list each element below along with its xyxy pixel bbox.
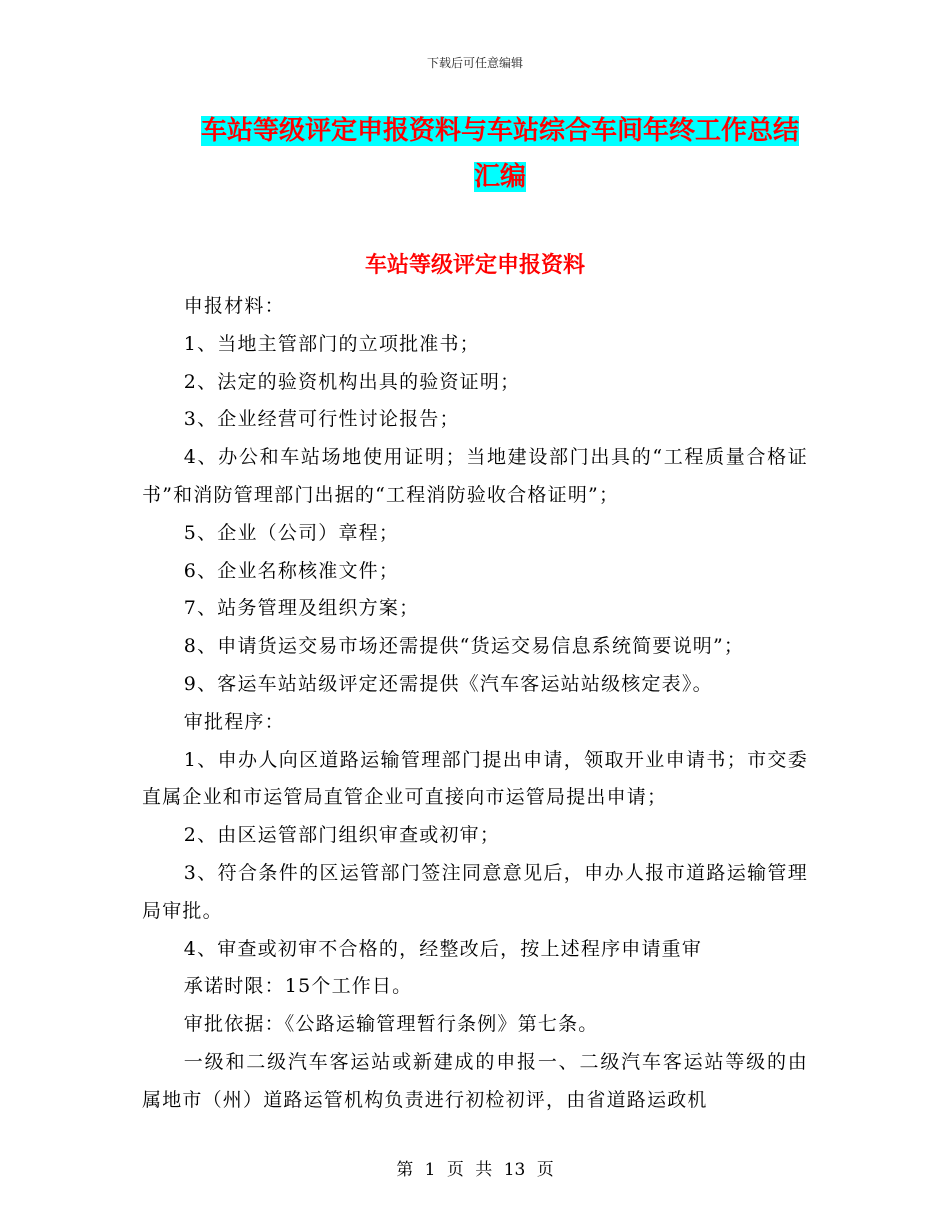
paragraph: 1、申办人向区道路运输管理部门提出申请，领取开业申请书；市交委直属企业和市运管局直管企业可直接向市运管局提出申请； (142, 748, 808, 809)
paragraph: 申报材料： (183, 295, 285, 317)
paragraph: 3、符合条件的区运管部门签注同意意见后，申办人报市道路运输管理局审批。 (142, 861, 808, 922)
paragraph: 7、站务管理及组织方案； (183, 597, 420, 620)
document-body (142, 288, 808, 1120)
document-title-line-2: 汇编 (473, 162, 526, 192)
paragraph: 2、由区运管部门组织审查或初审； (183, 824, 501, 847)
paragraph: 5、企业（公司）章程； (183, 521, 400, 544)
paragraph: 一级和二级汽车客运站或新建成的申报一、二级汽车客运站等级的由属地市（州）道路运管机构负责进行初检初评，由省道路运政机 (142, 1050, 808, 1111)
header-note: 下载后可任意编辑 (426, 56, 523, 70)
paragraph: 3、企业经营可行性讨论报告； (183, 408, 460, 431)
paragraph: 审批程序： (183, 710, 285, 733)
document-title (150, 108, 850, 200)
document-title-line-1: 车站等级评定申报资料与车站综合车间年终工作总结 (200, 116, 799, 146)
paragraph: 4、办公和车站场地使用证明；当地建设部门出具的“工程质量合格证书”和消防管理部门出据的“工程消防验收合格证明”； (142, 446, 808, 506)
paragraph: 8、申请货运交易市场还需提供“货运交易信息系统简要说明”； (183, 635, 745, 658)
paragraph: 1、当地主管部门的立项批准书； (183, 332, 480, 355)
page-number-footer: 第 1 页 共 13 页 (396, 1160, 554, 1180)
section-title: 车站等级评定申报资料 (364, 253, 585, 278)
paragraph: 承诺时限：15个工作日。 (183, 975, 413, 998)
paragraph: 4、审查或初审不合格的，经整改后，按上述程序申请重审 (183, 937, 703, 960)
paragraph: 9、客运车站站级评定还需提供《汽车客运站站级核定表》。 (183, 672, 713, 695)
paragraph: 6、企业名称核准文件； (183, 559, 400, 582)
paragraph: 2、法定的验资机构出具的验资证明； (183, 370, 521, 393)
paragraph: 审批依据：《公路运输管理暂行条例》第七条。 (183, 1013, 599, 1036)
